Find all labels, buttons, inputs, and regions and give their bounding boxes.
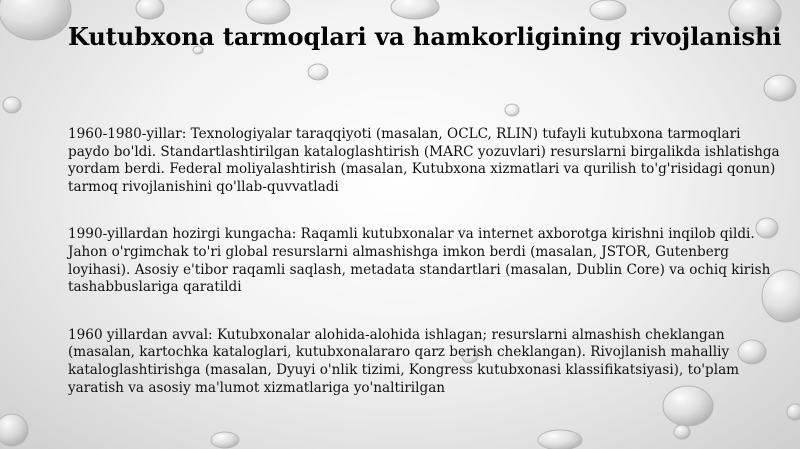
water-drop bbox=[211, 432, 239, 448]
water-drop bbox=[787, 404, 800, 420]
water-drop bbox=[0, 0, 71, 40]
paragraph-1960-1980: 1960-1980-yillar: Texnologiyalar taraqqiyoti (masalan, OCLC, RLIN) tufayli kutubxona tarmoqlari paydo bo'ldi. Standartlashtirilgan kataloglashtirish (MARC yozuvlari) resurslarni birgalikda ishlatishga yordam berdi. Federal moliyalashtirish (masalan, Kutubxona xizmatlari va qurilish to'g'risidagi qonun) tarmoq rivojlanishini qo'llab-quvvatladi bbox=[68, 126, 780, 195]
water-drop bbox=[505, 104, 519, 116]
water-drop bbox=[590, 0, 626, 20]
water-drop bbox=[764, 75, 796, 101]
water-drop bbox=[0, 414, 28, 446]
water-drop bbox=[136, 0, 164, 19]
water-drop bbox=[538, 430, 582, 449]
slide-body bbox=[68, 126, 780, 427]
paragraph-before-1960: 1960 yillardan avval: Kutubxonalar alohida-alohida ishlagan; resurslarni almashish cheklangan (masalan, kartochka kataloglari, kutubxonalararo qarz berish cheklangan). Rivojlanish mahalliy kataloglashtirishga (masalan, Dyuyi o'nlik tizimi, Kongress kutubxonasi klassifikatsiyasi), to'plam yaratish va asosiy ma'lumot xizmatlariga yo'naltirilgan bbox=[68, 326, 740, 396]
paragraph-1990-present: 1990-yillardan hozirgi kungacha: Raqamli kutubxonalar va internet axborotga kirishni inqilob qildi. Jahon o'rgimchak to'ri global resurslarni almashishga imkon berdi (masalan, JSTOR, Gutenberg loyihasi). Asosiy e'tibor raqamli saqlash, metadata standartlari (masalan, Dublin Core) va ochiq kirish tashabbuslariga qaratildi bbox=[68, 226, 771, 296]
water-drop bbox=[308, 64, 328, 80]
water-drop bbox=[391, 0, 439, 19]
water-drop bbox=[3, 97, 21, 113]
slide-title: Kutubxona tarmoqlari va hamkorligining rivojlanishi bbox=[68, 22, 782, 51]
